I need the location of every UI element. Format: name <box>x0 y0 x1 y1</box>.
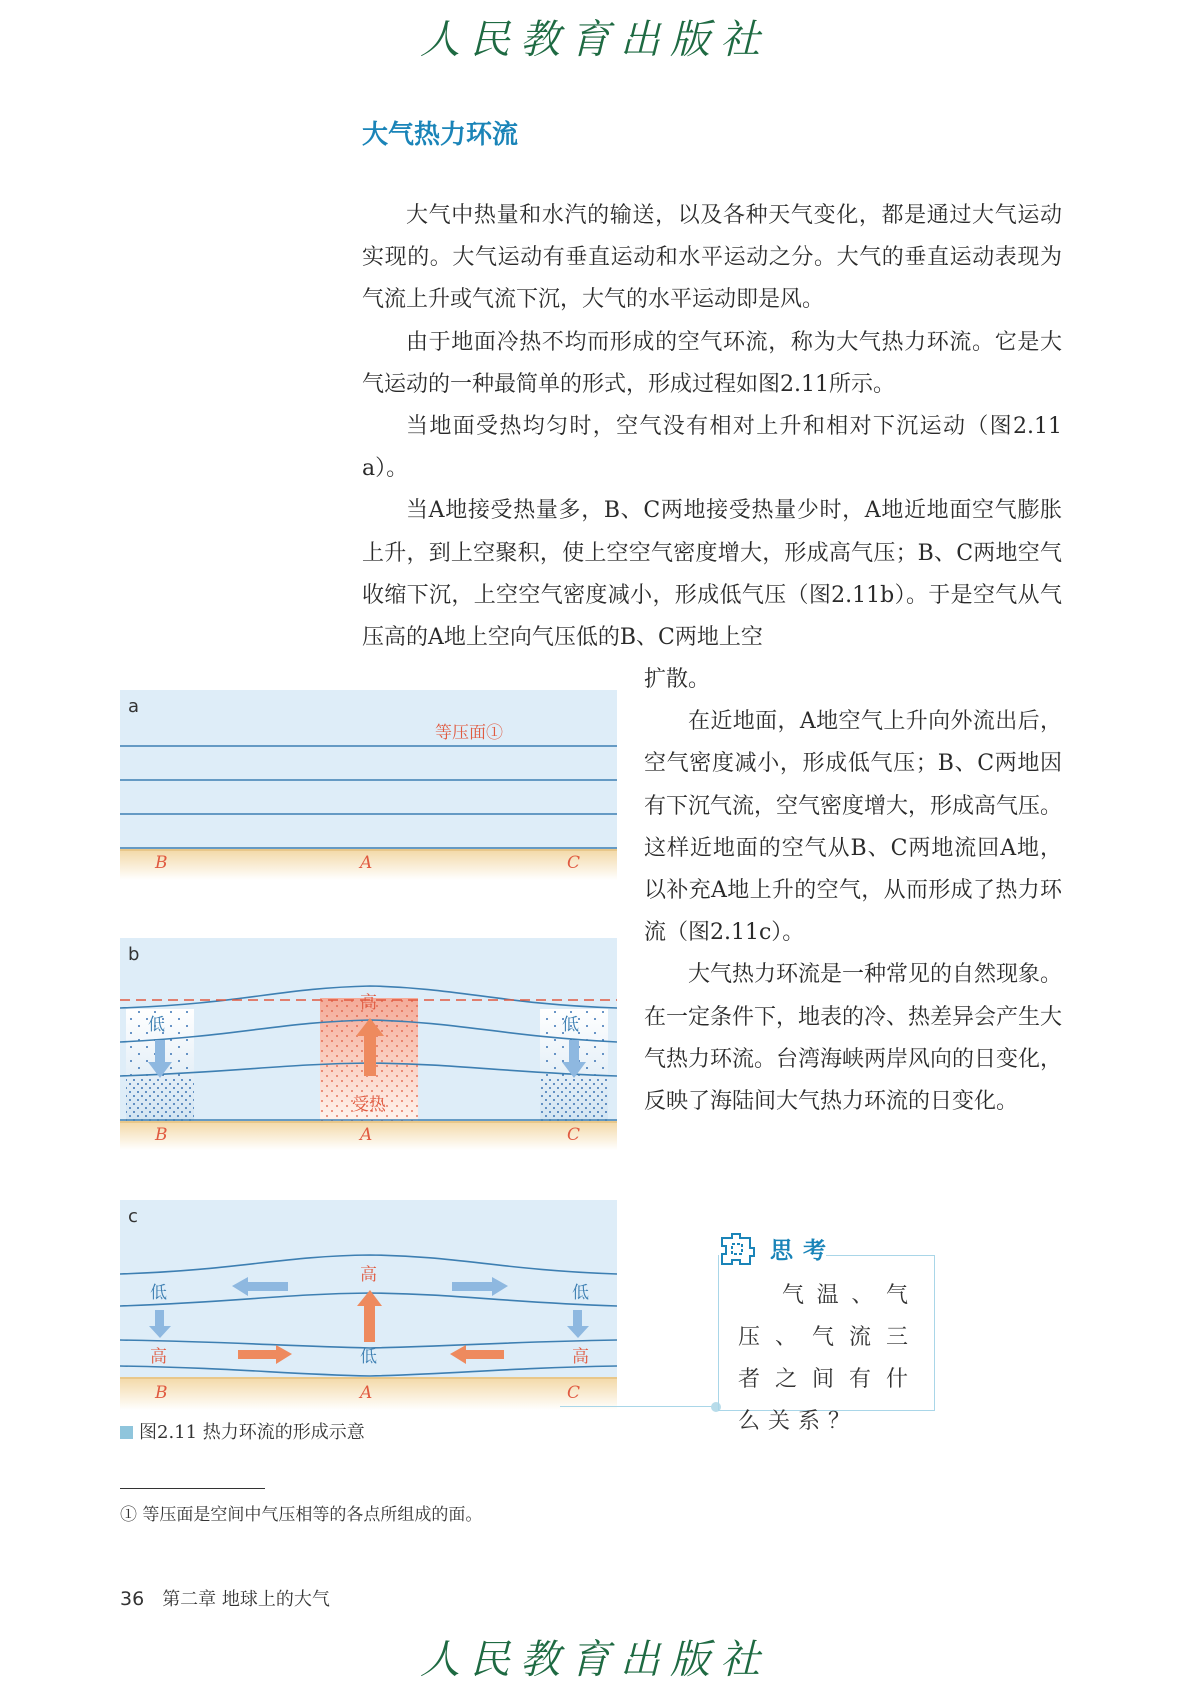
think-box-top-line <box>826 1255 934 1256</box>
paragraph: 大气中热量和水汽的输送，以及各种天气变化，都是通过大气运动实现的。大气运动有垂直运动和水平运动之分。大气的垂直运动表现为气流上升或气流下沉，大气的水平运动即是风。 <box>362 203 1062 313</box>
paragraph: 在近地面，A地空气上升向外流出后，空气密度减小，形成低气压；B、C两地因有下沉气流，空气密度增大，形成高气压。这样近地面的空气从B、C两地流回A地，以补充A地上升的空气，从而形成了热力环流（图2.11c）。 <box>644 709 1063 946</box>
low-pressure-label: 低 <box>572 1283 589 1303</box>
page-number: 36 <box>120 1588 145 1610</box>
location-a: A <box>360 853 373 873</box>
body-text-narrow <box>644 659 1062 1123</box>
figure-panel-a <box>120 690 617 880</box>
chapter-title: 第二章 地球上的大气 <box>162 1589 330 1610</box>
think-connector-line <box>560 1406 715 1407</box>
figure-panel-c <box>120 1200 617 1410</box>
low-pressure-label: 低 <box>150 1283 167 1303</box>
publisher-footer: 人民教育出版社 <box>420 1637 770 1683</box>
high-pressure-label: 高 <box>150 1347 167 1367</box>
low-pressure-label: 低 <box>148 1015 165 1035</box>
panel-letter: c <box>128 1206 138 1227</box>
think-question: 气温、气压、气流三者之间有什么关系？ <box>738 1283 916 1434</box>
section-title: 大气热力环流 <box>362 120 519 150</box>
high-pressure-label: 高 <box>572 1347 589 1367</box>
caption-marker <box>120 1426 133 1439</box>
high-pressure-label: 高 <box>360 993 377 1013</box>
figure-panel-b <box>120 938 617 1150</box>
location-a: A <box>360 1383 373 1403</box>
paragraph: 由于地面冷热不均而形成的空气环流，称为大气热力环流。它是大气运动的一种最简单的形式，形成过程如图2.11所示。 <box>362 329 1062 397</box>
footnote-rule <box>120 1488 265 1489</box>
location-a: A <box>360 1125 373 1145</box>
puzzle-icon <box>718 1228 758 1268</box>
low-pressure-label: 低 <box>562 1015 579 1035</box>
paragraph: 大气热力环流是一种常见的自然现象。在一定条件下，地表的冷、热差异会产生大气热力环流。台湾海峡两岸风向的日变化，反映了海陆间大气热力环流的日变化。 <box>644 962 1063 1115</box>
location-c: C <box>567 1125 581 1145</box>
paragraph: 当地面受热均匀时，空气没有相对上升和相对下沉运动（图2.11a）。 <box>362 414 1062 482</box>
page-footer <box>120 1585 330 1611</box>
figure-caption <box>120 1418 365 1444</box>
heated-label: 受热 <box>352 1095 386 1115</box>
location-b: B <box>155 853 168 873</box>
isobar-label: 等压面① <box>435 723 503 743</box>
think-title: 思考 <box>770 1238 836 1264</box>
high-pressure-label: 高 <box>360 1265 377 1285</box>
paragraph: 当A地接受热量多，B、C两地接受热量少时，A地近地面空气膨胀上升，到上空聚积，使上空空气密度增大，形成高气压；B、C两地空气收缩下沉，上空空气密度减小，形成低气压（图2.11b）。于是空气从气压高的A地上空向气压低的B、C两地上空 <box>362 498 1062 651</box>
panel-letter: a <box>128 696 140 717</box>
footnote: ① 等压面是空间中气压相等的各点所组成的面。 <box>120 1505 483 1525</box>
location-b: B <box>155 1125 168 1145</box>
panel-letter: b <box>128 944 140 965</box>
location-c: C <box>567 853 581 873</box>
location-c: C <box>567 1383 581 1403</box>
caption-text: 图2.11 热力环流的形成示意 <box>139 1422 365 1443</box>
body-text-wide <box>362 195 1062 659</box>
low-pressure-label: 低 <box>360 1347 377 1367</box>
publisher-header: 人民教育出版社 <box>420 17 770 63</box>
sky-area <box>120 690 617 850</box>
location-b: B <box>155 1383 168 1403</box>
paragraph: 扩散。 <box>644 667 711 692</box>
